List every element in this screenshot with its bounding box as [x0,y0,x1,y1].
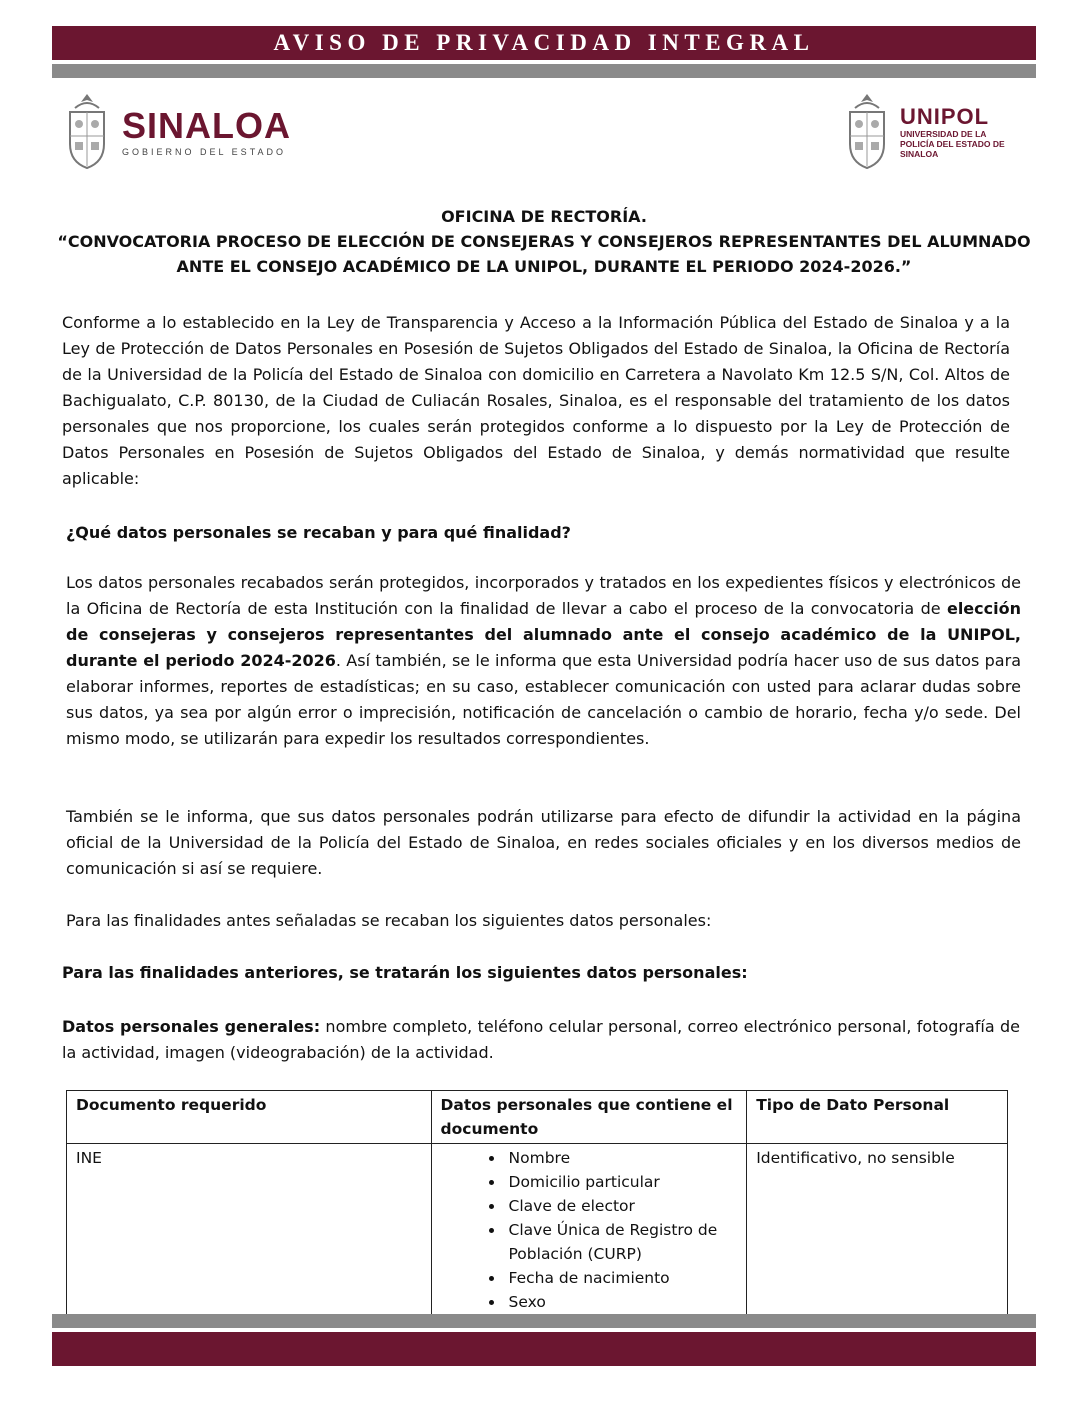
notice-title: “CONVOCATORIA PROCESO DE ELECCIÓN DE CONSEJERAS Y CONSEJEROS REPRESENTANTES DEL ALUMNADO ANTE EL CONSEJO ACADÉMICO DE LA UNIPOL, DURANTE EL PERIODO 2024-2026.” [57,232,1031,276]
cell-data [431,1144,747,1319]
list-item: • Fecha de nacimiento [505,1266,738,1290]
list-item: • Sexo [505,1290,738,1314]
section-question: ¿Qué datos personales se recaban y para qué finalidad? [66,523,571,542]
table-row [67,1144,1008,1319]
list-item: • Domicilio particular [505,1170,738,1194]
bottom-gray-stripe [52,1314,1036,1328]
unipol-logo [842,92,1020,172]
notice-heading [52,204,1036,279]
top-gray-stripe [52,64,1036,78]
cell-document: INE [67,1144,432,1319]
sinaloa-wordmark: SINALOA [122,105,291,146]
header-type: Tipo de Dato Personal [747,1091,1008,1144]
documents-table [66,1090,1008,1319]
header-document: Documento requerido [67,1091,432,1144]
purpose-text-start: Los datos personales recabados serán protegidos, incorporados y tratados en los expedientes físicos y electrónicos de la Oficina de Rectoría de esta Institución con la finalidad de llevar a cabo el proceso de la convocatoria de [66,573,1021,618]
cell-type: Identificativo, no sensible [747,1144,1008,1319]
header-data: Datos personales que contiene el documento [431,1091,747,1144]
footer-band [52,1332,1036,1366]
unipol-subtitle: UNIVERSIDAD DE LA POLICÍA DEL ESTADO DE SINALOA [900,129,1005,159]
purposes-intro: Para las finalidades antes señaladas se recaban los siguientes datos personales: [66,911,712,930]
treatment-intro: Para las finalidades anteriores, se tratarán los siguientes datos personales: [62,963,748,982]
intro-paragraph: Conforme a lo establecido en la Ley de Transparencia y Acceso a la Información Pública del Estado de Sinaloa y a la Ley de Protección de Datos Personales en Posesión de Sujetos Obligados del Estado de Sinaloa, la Oficina de Rectoría de la Universidad de la Policía del Estado de Sinaloa con domicilio en Carretera a Navolato Km 12.5 S/N, Col. Altos de Bachigualato, C.P. 80130, de la Ciudad de Culiacán Rosales, Sinaloa, es el responsable del tratamiento de los datos personales que nos proporcione, los cuales serán protegidos conforme a lo dispuesto por la Ley de Protección de Datos Personales en Posesión de Sujetos Obligados del Estado de Sinaloa, y demás normatividad que resulte aplicable: [62,313,1010,488]
unipol-wordmark: UNIPOL [900,104,990,129]
sinaloa-subtitle: GOBIERNO DEL ESTADO [122,147,287,157]
general-data-paragraph [62,1014,1020,1066]
document-title-band [52,26,1036,60]
purpose-paragraph [66,570,1021,752]
list-item: • Clave Única de Registro de Población (CURP) [505,1218,738,1266]
general-data-label: Datos personales generales: [62,1017,321,1036]
document-title: AVISO DE PRIVACIDAD INTEGRAL [273,30,815,55]
university-seal-icon [842,92,892,172]
table-header-row [67,1091,1008,1144]
data-list [441,1146,738,1314]
general-data-text: nombre completo, teléfono celular personal, correo electrónico personal, fotografía de la actividad, imagen (videograbación) de la actividad. [62,1017,1021,1062]
purpose-text-end: . Así también, se le informa que esta Universidad podría hacer uso de sus datos para elaborar informes, reportes de estadísticas; en su caso, establecer comunicación con usted para aclarar dudas sobre sus datos, ya sea por algún error o imprecisión, notificación de cancelación o cambio de horario, fecha y/o sede. Del mismo modo, se utilizarán para expedir los resultados correspondientes. [66,651,1021,748]
diffusion-paragraph: También se le informa, que sus datos personales podrán utilizarse para efecto de difundir la actividad en la página oficial de la Universidad de la Policía del Estado de Sinaloa, en redes sociales oficiales y en los diversos medios de comunicación si así se requiere. [66,807,1021,878]
state-seal-icon [62,92,112,172]
purpose-text-bold: elección de consejeras y consejeros representantes del alumnado ante el consejo académico de la UNIPOL, durante el periodo 2024-2026 [66,599,1021,670]
list-item: • Clave de elector [505,1194,738,1218]
office-name: OFICINA DE RECTORÍA. [441,207,647,226]
list-item: • Nombre [505,1146,738,1170]
sinaloa-logo [62,92,291,172]
